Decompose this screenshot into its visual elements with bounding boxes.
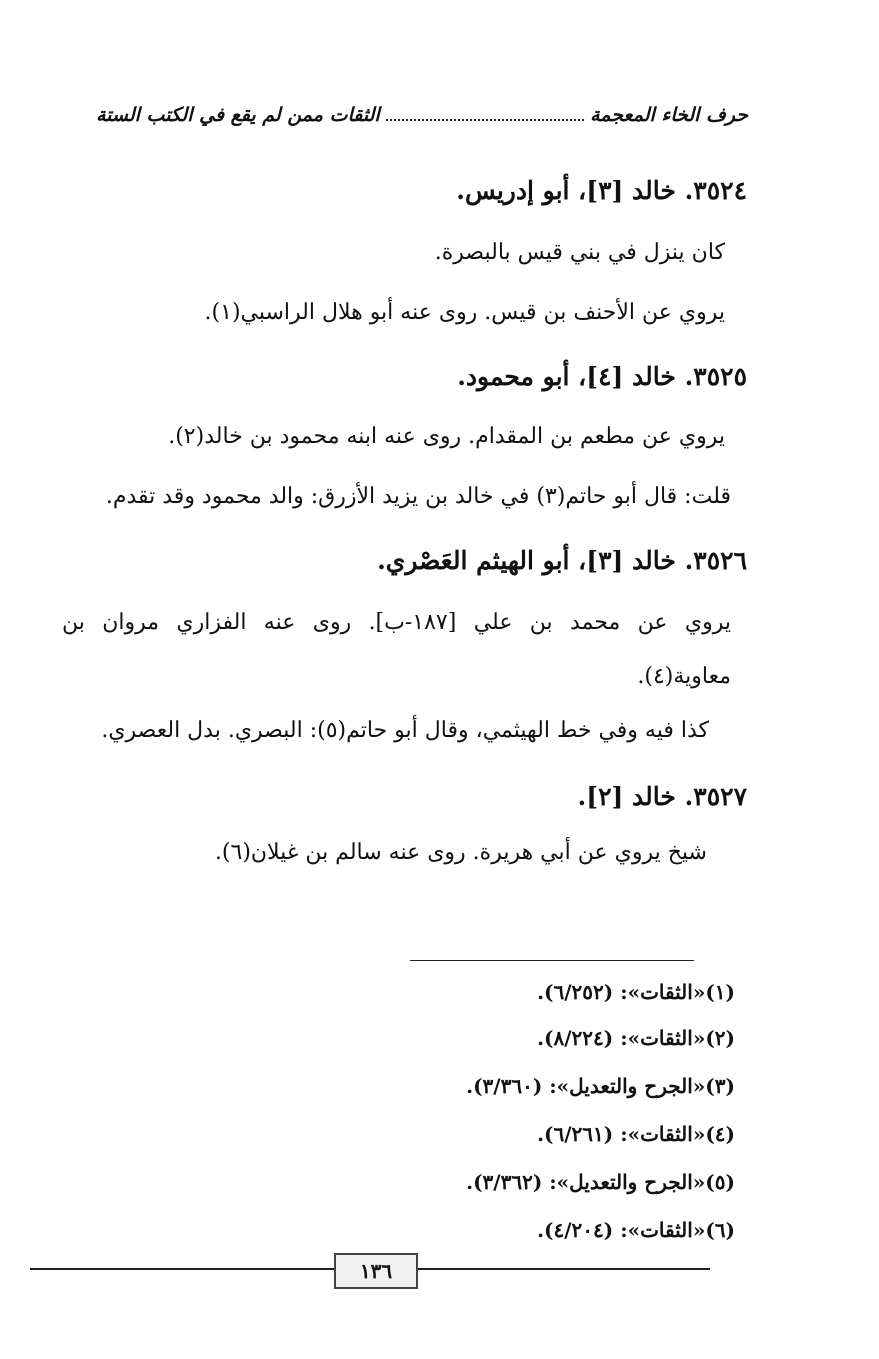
entry-paragraph: كذا فيه وفي خط الهيثمي، وقال أبو حاتم(٥): البصري. بدل العصري. bbox=[101, 718, 709, 743]
footnote-separator bbox=[410, 960, 694, 961]
entry-paragraph: كان ينزل في بني قيس بالبصرة. bbox=[434, 240, 725, 265]
entry-heading: ٣٥٢٤. خالد [٣]، أبو إدريس. bbox=[456, 176, 747, 205]
running-header bbox=[96, 104, 748, 126]
book-title: الثقات ممن لم يقع في الكتب الستة bbox=[96, 104, 380, 126]
entry-heading: ٣٥٢٦. خالد [٣]، أبو الهيثم العَصْري. bbox=[377, 546, 747, 575]
entry-paragraph: يروي عن الأحنف بن قيس. روى عنه أبو هلال الراسبي(١). bbox=[204, 300, 725, 325]
footnote: (٢)«الثقات»: (٨/٢٢٤). bbox=[537, 1026, 735, 1050]
page-number: ١٣٦ bbox=[334, 1253, 418, 1289]
entry-paragraph: قلت: قال أبو حاتم(٣) في خالد بن يزيد الأزرق: والد محمود وقد تقدم. bbox=[105, 484, 731, 509]
header-dot-leader bbox=[386, 118, 584, 121]
entry-heading: ٣٥٢٥. خالد [٤]، أبو محمود. bbox=[457, 362, 747, 391]
footnote: (٥)«الجرح والتعديل»: (٣/٣٦٢). bbox=[466, 1170, 735, 1194]
entry-heading: ٣٥٢٧. خالد [٢]. bbox=[577, 782, 747, 811]
entry-paragraph-continuation: معاوية(٤). bbox=[637, 664, 731, 689]
footer-rule-right bbox=[414, 1268, 710, 1270]
footnote: (٦)«الثقات»: (٤/٢٠٤). bbox=[537, 1218, 735, 1242]
footnote: (٣)«الجرح والتعديل»: (٣/٣٦٠). bbox=[466, 1074, 735, 1098]
footnote: (١)«الثقات»: (٦/٢٥٢). bbox=[537, 980, 735, 1004]
footnote: (٤)«الثقات»: (٦/٢٦١). bbox=[537, 1122, 735, 1146]
footer-rule-left bbox=[30, 1268, 334, 1270]
entry-paragraph: يروي عن مطعم بن المقدام. روى عنه ابنه محمود بن خالد(٢). bbox=[168, 424, 725, 449]
entry-paragraph: شيخ يروي عن أبي هريرة. روى عنه سالم بن غيلان(٦). bbox=[214, 840, 707, 865]
entry-paragraph: يروي عن محمد بن علي [١٨٧-ب]. روى عنه الفزاري مروان بن bbox=[62, 610, 731, 635]
chapter-title: حرف الخاء المعجمة bbox=[590, 104, 748, 126]
